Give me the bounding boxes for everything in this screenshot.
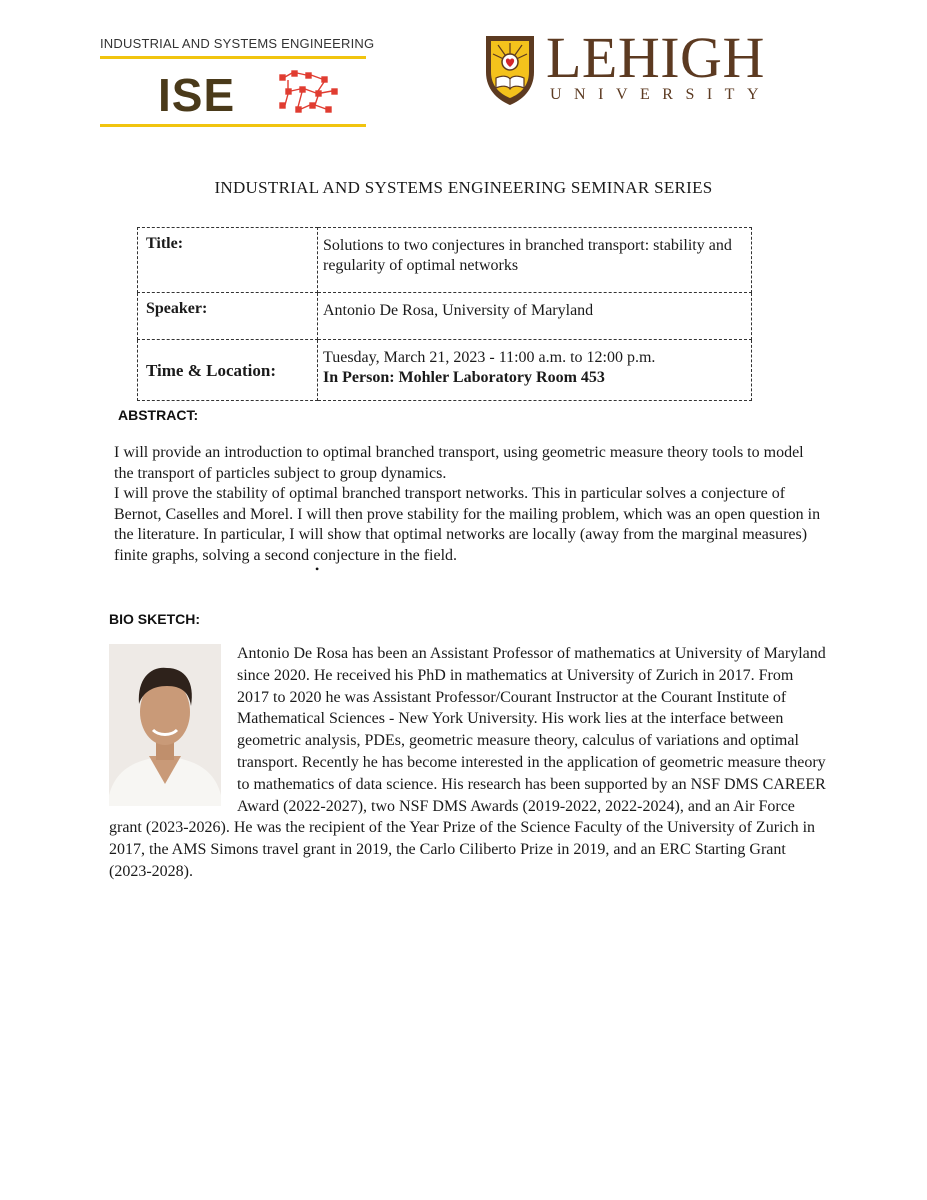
lehigh-logo bbox=[484, 25, 824, 110]
abstract-text bbox=[114, 443, 824, 566]
ise-logo bbox=[100, 36, 375, 130]
lehigh-shield-icon bbox=[484, 32, 536, 106]
time-location-label: Time & Location: bbox=[138, 340, 318, 401]
speaker-name: Antonio De Rosa, University of Maryland bbox=[318, 293, 752, 340]
bio-text-block bbox=[109, 643, 827, 883]
abstract-heading: ABSTRACT: bbox=[118, 407, 199, 423]
time-location-value bbox=[318, 340, 752, 401]
lehigh-university-subtitle: UNIVERSITY bbox=[550, 86, 771, 103]
table-row-time-location bbox=[138, 340, 752, 401]
stray-bullet: • bbox=[315, 562, 320, 576]
lehigh-wordmark: LEHIGH bbox=[546, 25, 765, 90]
seminar-info-table bbox=[137, 227, 752, 401]
title-label: Title: bbox=[138, 228, 318, 293]
table-row-title bbox=[138, 228, 752, 293]
talk-time: Tuesday, March 21, 2023 - 11:00 a.m. to 12:00 p.m. bbox=[323, 349, 656, 366]
ise-department-name: INDUSTRIAL AND SYSTEMS ENGINEERING bbox=[100, 36, 375, 51]
bio-text: Antonio De Rosa has been an Assistant Professor of mathematics at University of Maryland since 2020. He received his PhD in mathematics at University of Zurich in 2017. From 2017 to 2020 he was Assistant Professor/Courant Instructor at the Courant Institute of Mathematical Sciences - New York University. His work lies at the interface between geometric analysis, PDEs, geometric measure theory, calculus of variations and optimal transport. Recently he has become interested in the application of geometric measure theory to mathematics of data science. His research has been supported by an NSF DMS CAREER Award (2022-2027), two NSF DMS Awards (2019-2022, 2022-2024), and an Air Force grant (2023-2026). He was the recipient of the Year Prize of the Science Faculty of the University of Zurich in 2017, the AMS Simons travel grant in 2019, the Carlo Ciliberto Prize in 2019, and an ERC Starting Grant (2023-2028). bbox=[109, 645, 826, 880]
abstract-paragraph-1: I will provide an introduction to optimal branched transport, using geometric measure theory tools to model the transport of particles subject to group dynamics. bbox=[114, 444, 804, 482]
circuit-network-icon bbox=[278, 69, 340, 117]
ise-logo-bottom-rule bbox=[100, 124, 366, 127]
ise-logo-top-rule bbox=[100, 56, 366, 59]
talk-location: In Person: Mohler Laboratory Room 453 bbox=[323, 369, 605, 386]
speaker-label: Speaker: bbox=[138, 293, 318, 340]
bio-sketch-heading: BIO SKETCH: bbox=[109, 611, 200, 627]
photo-text-wrap-spacer bbox=[109, 643, 237, 817]
talk-title: Solutions to two conjectures in branched transport: stability and regularity of optimal networks bbox=[318, 228, 752, 293]
table-row-speaker bbox=[138, 293, 752, 340]
seminar-series-title: INDUSTRIAL AND SYSTEMS ENGINEERING SEMINAR SERIES bbox=[214, 178, 713, 197]
abstract-paragraph-2: I will prove the stability of optimal branched transport networks. This in particular solves a conjecture of Bernot, Caselles and Morel. I will then prove stability for the mailing problem, which was an open question in the literature. In particular, I will show that optimal networks are locally (away from the marginal measures) finite graphs, solving a second conjecture in the field. bbox=[114, 485, 821, 564]
ise-acronym: ISE bbox=[158, 69, 236, 121]
